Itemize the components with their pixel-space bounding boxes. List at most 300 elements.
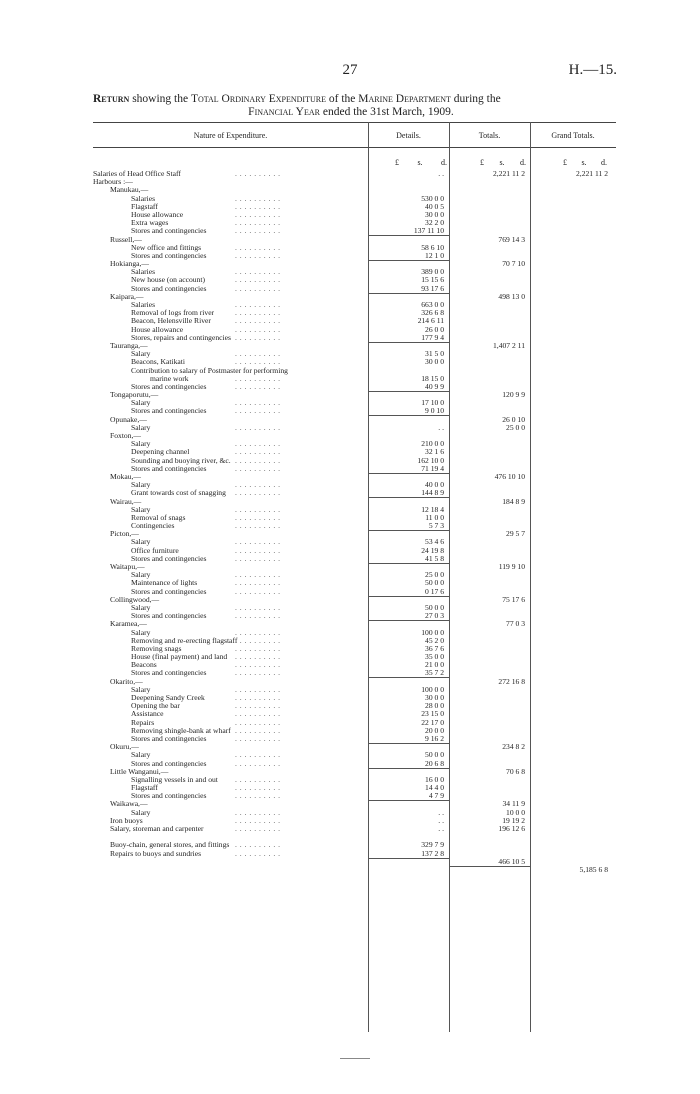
leader-dots: . . . . . . . . . . — [235, 332, 281, 342]
table-row — [0, 448, 700, 456]
leader-dots: . . . . . . . . . . — [235, 733, 281, 743]
table-row — [0, 236, 700, 244]
row-label: Stores and contingencies — [131, 791, 207, 801]
total-amount: 119 9 10 — [498, 562, 525, 571]
leader-dots: . . . . . . . . . . — [235, 316, 281, 326]
title-return: Return — [93, 93, 130, 105]
leader-dots: . . . . . . . . . . — [235, 209, 281, 219]
row-label: Stores and contingencies — [131, 611, 207, 621]
row-label: House (final payment) and land — [131, 652, 228, 662]
detail-amount: . . — [438, 824, 444, 833]
row-label: Removing shingle-bank at wharf — [131, 725, 231, 735]
leader-dots: . . . . . . . . . . — [235, 758, 281, 768]
row-label: Wairau,— — [110, 496, 142, 506]
detail-amount: 22 17 0 — [421, 717, 444, 727]
leader-dots: . . . . . . . . . . — [235, 725, 281, 735]
table-row — [0, 293, 700, 301]
table-row — [0, 653, 700, 661]
row-label: Contribution to salary of Postmaster for performing — [131, 365, 288, 375]
total-amount: 70 7 10 — [502, 259, 525, 269]
detail-amount: 50 0 0 — [425, 750, 444, 760]
row-label: Stores and contingencies — [131, 668, 207, 678]
row-label: Waikawa,— — [110, 799, 148, 809]
detail-amount: 27 0 3 — [425, 611, 444, 621]
leader-dots: . . . . . . . . . . — [235, 717, 281, 727]
row-label: Karamea,— — [110, 619, 147, 629]
row-label: Stores and contingencies — [131, 733, 207, 743]
detail-amount: 210 0 0 — [421, 439, 444, 449]
currency-shillings: s. — [499, 158, 505, 167]
detail-amount: 530 0 0 — [421, 193, 444, 203]
detail-amount: 16 0 0 — [425, 774, 444, 784]
document-reference: H.—15. — [568, 62, 617, 78]
total-amount: 34 11 9 — [502, 799, 525, 809]
currency-pence: d. — [601, 158, 607, 167]
title-text: ended the 31st March, 1909. — [319, 106, 454, 118]
row-label: Opunake,— — [110, 414, 147, 424]
row-label: Stores and contingencies — [131, 553, 207, 563]
row-label: Removal of logs from river — [131, 308, 215, 318]
detail-amount: 50 0 0 — [425, 578, 444, 588]
table-row — [0, 195, 700, 203]
table-row — [0, 579, 700, 587]
detail-amount: 326 6 8 — [421, 308, 444, 318]
title-department: Marine Department — [358, 93, 451, 105]
table-row — [0, 710, 700, 718]
leader-dots: . . . . . . . . . . — [235, 848, 281, 858]
row-label: Maintenance of lights — [131, 578, 198, 588]
table-row — [0, 817, 700, 825]
row-label: Kaipara,— — [110, 291, 144, 301]
detail-amount: 40 9 9 — [425, 381, 444, 391]
table-row — [0, 407, 700, 415]
row-label: Removal of snags — [131, 512, 186, 522]
table-row — [0, 465, 700, 473]
table-row — [0, 800, 700, 808]
total-amount: 272 16 8 — [498, 676, 525, 686]
row-label: Grant towards cost of snagging — [131, 488, 226, 498]
table-row — [0, 399, 700, 407]
table-row — [0, 571, 700, 579]
detail-amount: 53 4 6 — [425, 537, 444, 547]
detail-amount: 40 0 0 — [425, 480, 444, 490]
table-row — [0, 186, 700, 194]
detail-amount: 9 16 2 — [425, 733, 444, 743]
leader-dots: . . . . . . . . . . — [235, 578, 281, 588]
row-label: New office and fittings — [131, 242, 202, 252]
table-row — [0, 841, 700, 849]
leader-dots: . . . . . . . . . . — [235, 807, 281, 817]
row-label: Stores and contingencies — [131, 226, 207, 236]
detail-amount: 41 5 8 — [425, 553, 444, 563]
table-row — [0, 809, 700, 817]
leader-dots: . . . . . . . . . . — [235, 373, 281, 383]
table-row — [0, 285, 700, 293]
row-label: Iron buoys — [110, 815, 143, 825]
row-label: Little Wanganui,— — [110, 766, 169, 776]
leader-dots: . . . . . . . . . . — [235, 840, 281, 850]
table-row — [0, 309, 700, 317]
total-amount: 75 17 6 — [502, 594, 525, 604]
table-row — [0, 276, 700, 284]
table-row — [0, 678, 700, 686]
row-label: Removing snags — [131, 643, 182, 653]
row-label: House allowance — [131, 209, 184, 219]
currency-pound: £ — [395, 158, 399, 167]
row-label: Tauranga,— — [110, 340, 148, 350]
table-row — [0, 760, 700, 768]
detail-amount: 100 0 0 — [421, 684, 444, 694]
row-label: Beacons, Katikati — [131, 357, 185, 367]
row-label: Salary — [131, 570, 151, 580]
detail-amount: 0 17 6 — [425, 586, 444, 596]
leader-dots: . . . . . . . . . . — [235, 463, 281, 473]
detail-amount: . . — [438, 169, 444, 178]
leader-dots: . . . . . . . . . . — [235, 242, 281, 252]
leader-dots: . . . . . . . . . . — [235, 602, 281, 612]
leader-dots: . . . . . . . . . . — [235, 668, 281, 678]
row-label: Tongaporutu,— — [110, 390, 159, 400]
table-row — [0, 489, 700, 497]
row-label: Salary, storeman and carpenter — [110, 824, 204, 833]
table-row — [0, 751, 700, 759]
table-row — [0, 727, 700, 735]
row-label: Okarito,— — [110, 676, 143, 686]
table-row — [0, 219, 700, 227]
table-row — [0, 301, 700, 309]
detail-amount: . . — [438, 807, 444, 817]
row-label: Flagstaff — [131, 201, 158, 211]
table-row — [0, 211, 700, 219]
detail-amount: 663 0 0 — [421, 300, 444, 309]
detail-amount: 389 0 0 — [421, 267, 444, 277]
currency-shillings: s. — [417, 158, 423, 167]
row-label: Deepening channel — [131, 447, 190, 457]
leader-dots: . . . . . . . . . . — [235, 693, 281, 702]
currency-pence: d. — [441, 158, 447, 167]
currency-pence: d. — [520, 158, 526, 167]
detail-amount: 12 18 4 — [421, 504, 444, 514]
leader-dots: . . . . . . . . . . — [235, 701, 281, 711]
title-subtitle — [93, 106, 609, 119]
detail-amount: 23 15 0 — [421, 709, 444, 719]
detail-amount: 40 0 5 — [425, 201, 444, 211]
leader-dots: . . . . . . . . . . — [235, 455, 281, 465]
table-row — [0, 547, 700, 555]
detail-amount: 18 15 0 — [421, 373, 444, 383]
table-row — [0, 334, 700, 342]
row-label: Salary — [131, 807, 151, 817]
table-row — [0, 375, 700, 383]
grand-total-amount: 5,185 6 8 — [579, 864, 608, 874]
leader-dots: . . . . . . . . . . — [235, 283, 281, 293]
total-amount: 769 14 3 — [498, 234, 525, 244]
leader-dots: . . . . . . . . . . — [235, 201, 281, 211]
table-row — [0, 768, 700, 776]
detail-amount: 71 19 4 — [421, 463, 444, 473]
total-amount: 498 13 0 — [498, 291, 525, 301]
detail-amount: 15 15 6 — [421, 275, 444, 285]
table-row — [0, 383, 700, 391]
table-row — [0, 522, 700, 530]
leader-dots: . . . . . . . . . . — [235, 349, 281, 359]
row-label: Manukau,— — [110, 185, 149, 195]
table-top-rule — [93, 122, 616, 123]
total-amount: 29 5 7 — [506, 529, 525, 539]
detail-amount: 30 0 0 — [425, 693, 444, 702]
total-amount: 26 0 10 — [502, 414, 525, 424]
total-amount: 184 8 9 — [502, 496, 525, 506]
leader-dots: . . . . . . . . . . — [235, 611, 281, 621]
row-label: Salary — [131, 627, 151, 637]
leader-dots: . . . . . . . . . . — [235, 504, 281, 514]
leader-dots: . . . . . . . . . . — [235, 643, 281, 653]
table-row — [0, 743, 700, 751]
table-row — [0, 473, 700, 481]
row-label: Stores, repairs and contingencies — [131, 332, 231, 342]
detail-amount: . . — [438, 815, 444, 825]
leader-dots: . . . . . . . . . . — [235, 300, 281, 309]
table-row — [0, 367, 700, 375]
row-label: Assistance — [131, 709, 164, 719]
leader-dots: . . . . . . . . . . — [235, 586, 281, 596]
leader-dots: . . . . . . . . . . — [235, 570, 281, 580]
detail-amount: 4 7 9 — [428, 791, 444, 801]
currency-header-details — [395, 158, 447, 167]
table-row — [0, 227, 700, 235]
table-row — [0, 457, 700, 465]
detail-amount: 31 5 0 — [425, 349, 444, 359]
table-row — [0, 432, 700, 440]
row-label: Salary — [131, 504, 151, 514]
table-row — [0, 498, 700, 506]
currency-header-totals — [480, 158, 526, 167]
title-financial-year: Financial Year — [248, 106, 320, 118]
leader-dots: . . . . . . . . . . — [235, 512, 281, 522]
table-row — [0, 784, 700, 792]
table-row — [0, 424, 700, 432]
row-label: House allowance — [131, 324, 184, 334]
table-row — [0, 538, 700, 546]
currency-shillings: s. — [581, 158, 587, 167]
table-row — [0, 481, 700, 489]
row-label: Stores and contingencies — [131, 758, 207, 768]
total-amount: 1,407 2 11 — [493, 340, 525, 350]
detail-amount: 36 7 6 — [425, 643, 444, 653]
row-label: Stores and contingencies — [131, 381, 207, 391]
table-row — [0, 268, 700, 276]
detail-amount: 100 0 0 — [421, 627, 444, 637]
column-header-totals: Totals. — [478, 131, 501, 140]
table-row — [0, 252, 700, 260]
row-label: Buoy-chain, general stores, and fittings — [110, 840, 230, 850]
table-row — [0, 358, 700, 366]
leader-dots: . . . . . . . . . . — [235, 824, 281, 833]
table-row — [0, 735, 700, 743]
total-amount: 77 0 3 — [506, 619, 525, 629]
table-row — [0, 620, 700, 628]
row-label: Waitapu,— — [110, 562, 145, 571]
row-label: Contingencies — [131, 521, 175, 531]
table-row — [0, 612, 700, 620]
table-row — [0, 260, 700, 268]
leader-dots: . . . . . . . . . . — [235, 791, 281, 801]
leader-dots: . . . . . . . . . . — [235, 422, 281, 432]
detail-amount: 137 11 10 — [413, 226, 444, 236]
table-row — [0, 866, 700, 874]
expenditure-table-body — [0, 170, 700, 874]
leader-dots: . . . . . . . . . . — [235, 635, 281, 645]
table-row — [0, 514, 700, 522]
row-label: Signalling vessels in and out — [131, 774, 218, 784]
total-amount: 466 10 5 — [498, 856, 525, 866]
leader-dots: . . . . . . . . . . — [235, 398, 281, 408]
row-label: Foxton,— — [110, 431, 142, 440]
row-label: Beacons — [131, 660, 157, 670]
detail-amount: 5 7 3 — [428, 521, 444, 531]
detail-amount: 329 7 9 — [421, 840, 444, 850]
table-row — [0, 702, 700, 710]
column-header-grand-totals: Grand Totals. — [551, 131, 595, 140]
row-label: marine work — [150, 373, 189, 383]
row-label: Hokianga,— — [110, 259, 150, 269]
detail-amount: 21 0 0 — [425, 660, 444, 670]
row-label: Collingwood,— — [110, 594, 160, 604]
row-label: Salaries — [131, 193, 156, 203]
detail-amount: 28 0 0 — [425, 701, 444, 711]
row-label: Opening the bar — [131, 701, 180, 711]
row-label: Salaries — [131, 267, 156, 277]
row-label: Salary — [131, 439, 151, 449]
row-label: Stores and contingencies — [131, 250, 207, 260]
row-label: Stores and contingencies — [131, 283, 207, 293]
leader-dots: . . . . . . . . . . — [235, 169, 281, 178]
detail-amount: 58 6 10 — [421, 242, 444, 252]
row-label: Salary — [131, 750, 151, 760]
table-title — [93, 93, 609, 119]
total-amount: 120 9 9 — [502, 390, 525, 400]
leader-dots: . . . . . . . . . . — [235, 381, 281, 391]
detail-amount: 32 2 0 — [425, 218, 444, 228]
leader-dots: . . . . . . . . . . — [235, 521, 281, 531]
table-row — [0, 588, 700, 596]
table-row — [0, 825, 700, 833]
detail-amount: 214 6 11 — [417, 316, 444, 326]
detail-amount: 26 0 0 — [425, 324, 444, 334]
table-row — [0, 563, 700, 571]
table-row — [0, 530, 700, 538]
table-row — [0, 416, 700, 424]
table-row — [0, 604, 700, 612]
leader-dots: . . . . . . . . . . — [235, 267, 281, 277]
detail-amount: 177 9 4 — [421, 332, 444, 342]
table-row — [0, 719, 700, 727]
table-row — [0, 776, 700, 784]
table-row — [0, 350, 700, 358]
table-row — [0, 661, 700, 669]
leader-dots: . . . . . . . . . . — [235, 537, 281, 547]
total-amount: 2,221 11 2 — [493, 169, 525, 178]
grand-total-amount: 2,221 11 2 — [576, 169, 608, 178]
title-text: showing the — [129, 93, 191, 105]
row-label: Picton,— — [110, 529, 139, 539]
leader-dots: . . . . . . . . . . — [235, 357, 281, 367]
leader-dots: . . . . . . . . . . — [235, 709, 281, 719]
row-label: Sounding and buoying river, &c. — [131, 455, 231, 465]
detail-amount: 20 0 0 — [425, 725, 444, 735]
leader-dots: . . . . . . . . . . — [235, 815, 281, 825]
row-label: Salary — [131, 422, 151, 432]
detail-amount: 45 2 0 — [425, 635, 444, 645]
table-row — [0, 833, 700, 841]
leader-dots: . . . . . . . . . . — [235, 553, 281, 563]
leader-dots: . . . . . . . . . . — [235, 774, 281, 784]
leader-dots: . . . . . . . . . . — [235, 627, 281, 637]
title-text: during the — [450, 93, 501, 105]
column-header-nature: Nature of Expenditure. — [193, 131, 268, 140]
total-amount: 476 10 10 — [494, 471, 525, 481]
title-text: of the — [325, 93, 359, 105]
table-row — [0, 244, 700, 252]
row-label: Salary — [131, 684, 151, 694]
row-label: Salaries — [131, 300, 156, 309]
row-label: Salary — [131, 537, 151, 547]
detail-amount: 50 0 0 — [425, 602, 444, 612]
total-amount: 19 19 2 — [502, 815, 525, 825]
detail-amount: 30 0 0 — [425, 209, 444, 219]
detail-amount: 11 0 0 — [425, 512, 444, 522]
row-label: Salary — [131, 480, 151, 490]
leader-dots: . . . . . . . . . . — [235, 652, 281, 662]
table-row — [0, 686, 700, 694]
leader-dots: . . . . . . . . . . — [235, 545, 281, 555]
leader-dots: . . . . . . . . . . — [235, 447, 281, 457]
leader-dots: . . . . . . . . . . — [235, 783, 281, 793]
detail-amount: 20 6 8 — [425, 758, 444, 768]
detail-amount: 162 10 0 — [417, 455, 444, 465]
row-label: Russell,— — [110, 234, 142, 244]
row-label: Office furniture — [131, 545, 179, 555]
table-row — [0, 669, 700, 677]
leader-dots: . . . . . . . . . . — [235, 250, 281, 260]
table-row — [0, 637, 700, 645]
leader-dots: . . . . . . . . . . — [235, 660, 281, 670]
leader-dots: . . . . . . . . . . — [235, 488, 281, 498]
title-expenditure: Total Ordinary Expenditure — [190, 93, 326, 105]
detail-amount: 24 19 8 — [421, 545, 444, 555]
detail-amount: 93 17 6 — [421, 283, 444, 293]
row-label: New house (on account) — [131, 275, 206, 285]
currency-pound: £ — [563, 158, 567, 167]
row-label: Stores and contingencies — [131, 406, 207, 416]
table-row — [0, 850, 700, 858]
row-label: Salaries of Head Office Staff — [93, 169, 181, 178]
row-label: Repairs to buoys and sundries — [110, 848, 202, 858]
row-label: Salary — [131, 398, 151, 408]
row-label: Salary — [131, 349, 151, 359]
row-label: Stores and contingencies — [131, 463, 207, 473]
leader-dots: . . . . . . . . . . — [235, 308, 281, 318]
column-header-details: Details. — [396, 131, 421, 140]
leader-dots: . . . . . . . . . . — [235, 750, 281, 760]
row-label: Repairs — [131, 717, 155, 727]
total-amount: 70 6 8 — [506, 766, 525, 776]
page-number: 27 — [342, 62, 358, 78]
total-amount: 234 8 2 — [502, 742, 525, 752]
footer-rule — [340, 1058, 370, 1059]
row-label: Flagstaff — [131, 783, 158, 793]
currency-pound: £ — [480, 158, 484, 167]
